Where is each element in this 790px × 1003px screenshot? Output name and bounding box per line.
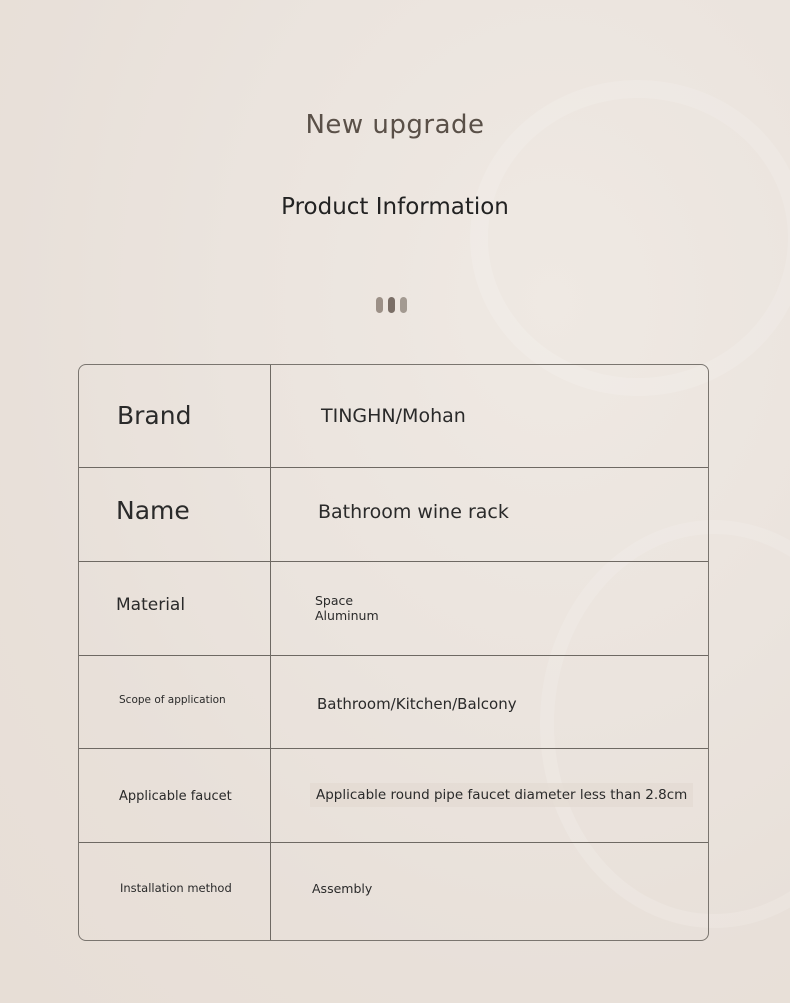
table-row-scope <box>79 656 708 749</box>
material-value-line-2: Aluminum <box>315 608 379 623</box>
brand-label: Brand <box>117 401 192 430</box>
dot-2 <box>388 297 395 313</box>
installation-label: Installation method <box>120 881 232 895</box>
scope-value: Bathroom/Kitchen/Balcony <box>317 695 517 713</box>
table-row-name <box>79 468 708 562</box>
table-row-material <box>79 562 708 656</box>
material-label: Material <box>116 595 186 615</box>
table-row-brand <box>79 365 708 468</box>
faucet-value: Applicable round pipe faucet diameter less than 2.8cm <box>310 783 693 807</box>
page-title: Product Information <box>281 194 509 220</box>
table-row-installation <box>79 843 708 941</box>
material-value-line-1: Space <box>315 593 354 608</box>
product-info-table <box>78 364 709 941</box>
scope-label: Scope of application <box>119 694 226 706</box>
name-value: Bathroom wine rack <box>318 501 509 523</box>
brand-value: TINGHN/Mohan <box>321 405 466 427</box>
faucet-label: Applicable faucet <box>119 789 232 804</box>
subtitle: New upgrade <box>305 110 485 140</box>
dot-1 <box>376 297 383 313</box>
table-row-faucet <box>79 749 708 843</box>
material-value <box>315 593 379 623</box>
installation-value: Assembly <box>312 881 373 896</box>
name-label: Name <box>116 496 190 525</box>
decorative-dots <box>376 297 407 313</box>
dot-3 <box>400 297 407 313</box>
